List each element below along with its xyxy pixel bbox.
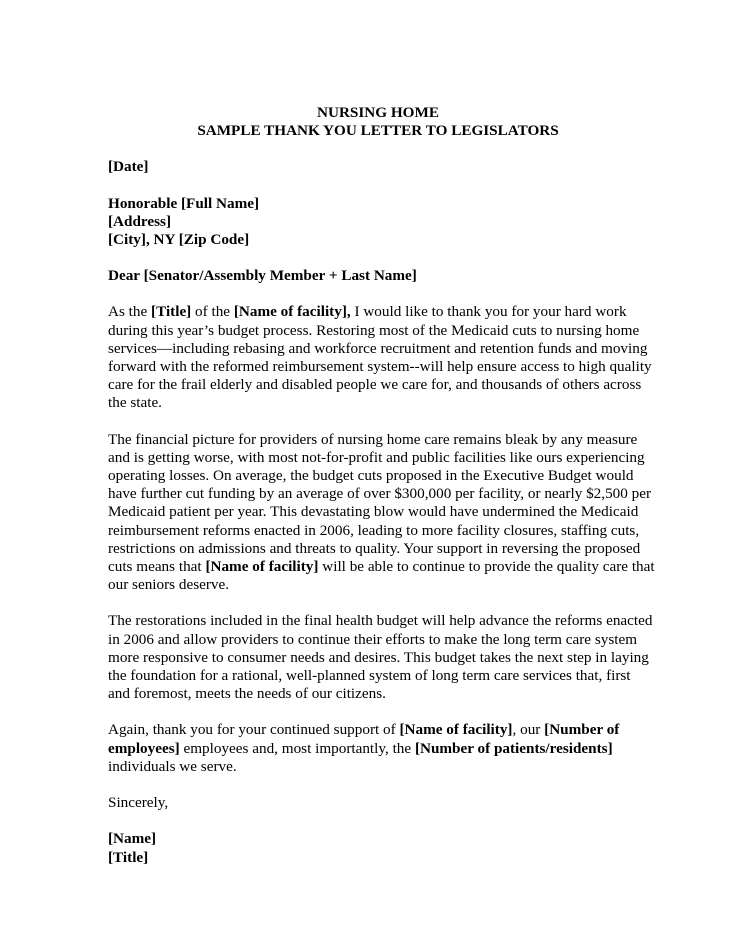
p1-line: during this year’s budget process. Restoring most of the Medicaid cuts to nursing home — [108, 321, 640, 339]
p2-line: reimbursement reforms enacted in 2006, leading to more facility closures, staffing cuts, — [108, 521, 640, 539]
closing: Sincerely, — [108, 794, 169, 812]
recipient-city: [City], NY [Zip Code] — [108, 231, 250, 249]
p2-line: Medicaid patient per year. This devastating blow would have undermined the Medicaid — [108, 503, 639, 521]
p2-line: our seniors deserve. — [108, 576, 230, 594]
letter-title — [108, 104, 648, 140]
p4-text: , our — [512, 721, 545, 739]
signature-block — [108, 830, 638, 866]
recipient-name: Honorable [Full Name] — [108, 194, 260, 212]
p4-employees-placeholder: employees] — [108, 739, 180, 757]
letter-page — [108, 104, 655, 867]
p1-text: As the — [108, 303, 152, 321]
p4-facility-placeholder: [Name of facility] — [399, 721, 513, 739]
date-placeholder: [Date] — [108, 158, 149, 176]
p4-patients-placeholder: [Number of patients/residents] — [414, 739, 613, 757]
p3-line: the foundation for a rational, well-planned system of long term care services that, first — [108, 667, 631, 685]
recipient-block — [108, 195, 638, 250]
p4-employees-placeholder: [Number of — [544, 721, 620, 739]
signature-name: [Name] — [108, 830, 157, 848]
p2-line: and is getting worse, with most not-for-profit and public facilities like ours experiencing — [108, 448, 645, 466]
p2-line: operating losses. On average, the budget cuts proposed in the Executive Budget would — [108, 467, 634, 485]
title-line-2: SAMPLE THANK YOU LETTER TO LEGISLATORS — [197, 122, 559, 140]
p1-facility-placeholder: [Name of facility], — [233, 303, 351, 321]
p1-line: services—including rebasing and workforce recruitment and retention funds and moving — [108, 339, 648, 357]
signature-title: [Title] — [108, 848, 149, 866]
paragraph-4 — [108, 721, 638, 776]
p1-text: of the — [191, 303, 234, 321]
p4-text: Again, thank you for your continued support of — [108, 721, 400, 739]
p3-line: The restorations included in the final health budget will help advance the reforms enacted — [108, 612, 653, 630]
recipient-address: [Address] — [108, 212, 172, 230]
p2-facility-placeholder: [Name of facility] — [205, 558, 319, 576]
p2-line: restrictions on admissions and threats to quality. Your support in reversing the proposed — [108, 539, 641, 557]
p2-text: cuts means that — [108, 558, 206, 576]
p4-line: individuals we serve. — [108, 757, 237, 775]
paragraph-1 — [108, 303, 652, 412]
paragraph-2 — [108, 430, 655, 595]
p1-title-placeholder: [Title] — [151, 303, 192, 321]
p3-line: in 2006 and allow providers to continue their efforts to make the long term care system — [108, 630, 638, 648]
paragraph-3 — [108, 612, 653, 703]
p2-line: have further cut funding by an average of over $300,000 per facility, or nearly $2,500 per — [108, 485, 652, 503]
p3-line: and foremost, meets the needs of our citizens. — [108, 685, 386, 703]
p1-text: I would like to thank you for your hard work — [350, 303, 627, 321]
salutation: Dear [Senator/Assembly Member + Last Name] — [108, 267, 417, 285]
title-line-1: NURSING HOME — [317, 104, 439, 121]
p4-text: employees and, most importantly, the — [179, 739, 415, 757]
p2-line: The financial picture for providers of nursing home care remains bleak by any measure — [108, 430, 638, 448]
p1-line: care for the frail elderly and disabled people we care for, and thousands of others across — [108, 376, 642, 394]
p1-line: the state. — [108, 394, 162, 412]
p3-line: more responsive to consumer needs and desires. This budget takes the next step in laying — [108, 648, 649, 666]
p1-line: forward with the reformed reimbursement system--will help ensure access to high quality — [108, 358, 652, 376]
p2-text: will be able to continue to provide the quality care that — [318, 558, 655, 576]
